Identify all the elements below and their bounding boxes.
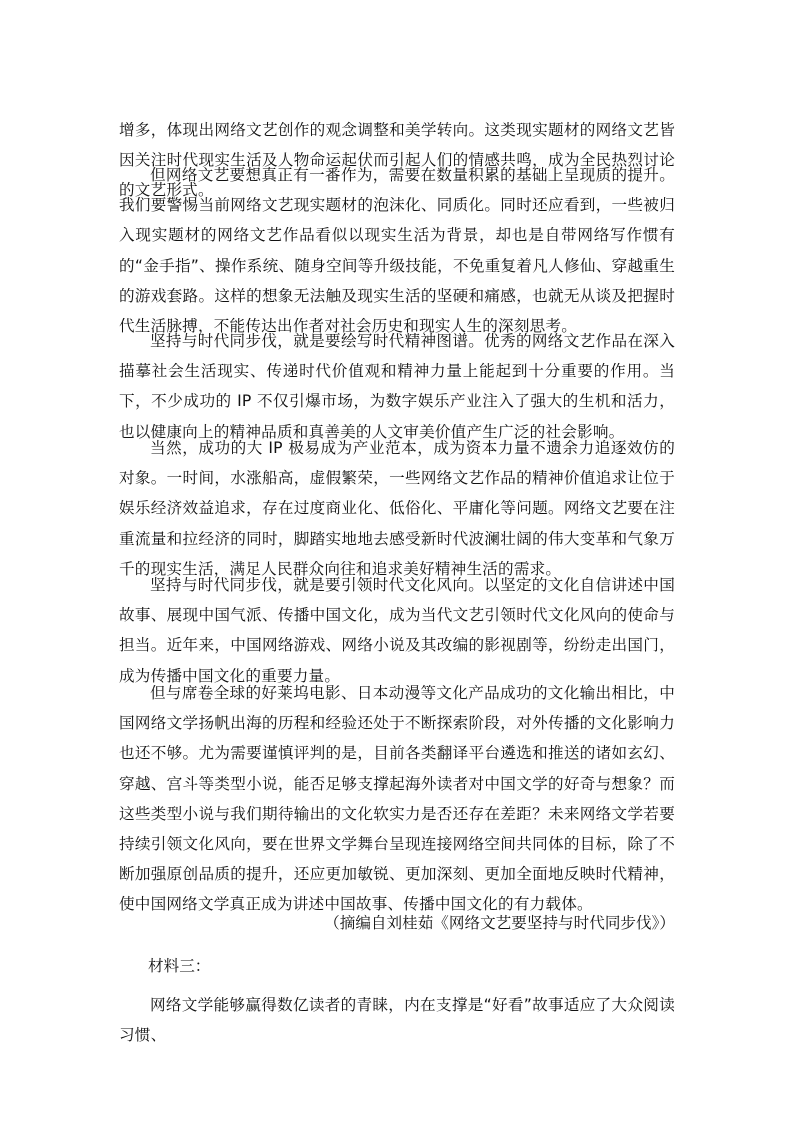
paragraph-6: 但与席卷全球的好莱坞电影、日本动漫等文化产品成功的文化输出相比，中国网络文学扬帆出海的历程和经验还处于不断探索阶段，对外传播的文化影响力也还不够。尤为需要谨慎评判的是，目前各类翻译平台遴选和推送的诸如玄幻、穿越、宫斗等类型小说，能否足够支撑起海外读者对中国文学的好奇与想象？而这些类型小说与我们期待输出的文化软实力是否还存在差距？未来网络文学若要持续引领文化风向，要在世界文学舞台呈现连接网络空间共同体的目标，除了不断加强原创品质的提升，还应更加敏锐、更加深刻、更加全面地反映时代精神，使中国网络文学真正成为讲述中国故事、传播中国文化的有力载体。 — [119, 684, 675, 914]
paragraph-2: 但网络文艺要想真正有一番作为，需要在数量积累的基础上呈现质的提升。我们要警惕当前网络文艺现实题材的泡沫化、同质化。同时还应看到，一些被归入现实题材的网络文艺作品看似以现实生活为背景，却也是自带网络写作惯有的“金手指”、操作系统、随身空间等升级技能，不免重复着凡人修仙、穿越重生的游戏套路。这样的想象无法触及现实生活的坚硬和痛感，也就无从谈及把握时代生活脉搏，不能传达出作者对社会历史和现实人生的深刻思考。 — [119, 166, 675, 336]
paragraph-5: 坚持与时代同步伐，就是要引领时代文化风向。以坚定的文化自信讲述中国故事、展现中国气派、传播中国文化，成为当代文艺引领时代文化风向的使命与担当。近年来，中国网络游戏、网络小说及其改编的影视剧等，纷纷走出国门，成为传播中国文化的重要力量。 — [119, 576, 675, 685]
source-citation: （摘编自刘桂茹《网络文艺要坚持与时代同步伐》） — [324, 914, 675, 932]
paragraph-3: 坚持与时代同步伐，就是要绘写时代精神图谱。优秀的网络文艺作品在深入描摹社会生活现实、传递时代价值观和精神力量上能起到十分重要的作用。当下，不少成功的 IP 不仅引爆市场，为数字娱乐产业注入了强大的生机和活力，也以健康向上的精神品质和真善美的人文审美价值产生广泛的社会影响。 — [119, 332, 675, 441]
material-label: 材料三： — [148, 957, 211, 975]
paragraph-1: 增多，体现出网络文艺创作的观念调整和美学转向。这类现实题材的网络文艺皆因关注时代现实生活及人物命运起伏而引起人们的情感共鸣，成为全民热烈讨论的文艺形式。 — [119, 121, 675, 200]
paragraph-4: 当然，成功的大 IP 极易成为产业范本，成为资本力量不遗余力追逐效仿的对象。一时间，水涨船高，虚假繁荣，一些网络文艺作品的精神价值追求让位于娱乐经济效益追求，存在过度商业化、低俗化、平庸化等问题。网络文艺要在注重流量和拉经济的同时，脚踏实地地去感受新时代波澜壮阔的伟大变革和气象万千的现实生活，满足人民群众向往和追求美好精神生活的需求。 — [119, 439, 675, 578]
paragraph-7: 网络文学能够赢得数亿读者的青睐，内在支撑是“好看”故事适应了大众阅读习惯、 — [119, 996, 675, 1045]
